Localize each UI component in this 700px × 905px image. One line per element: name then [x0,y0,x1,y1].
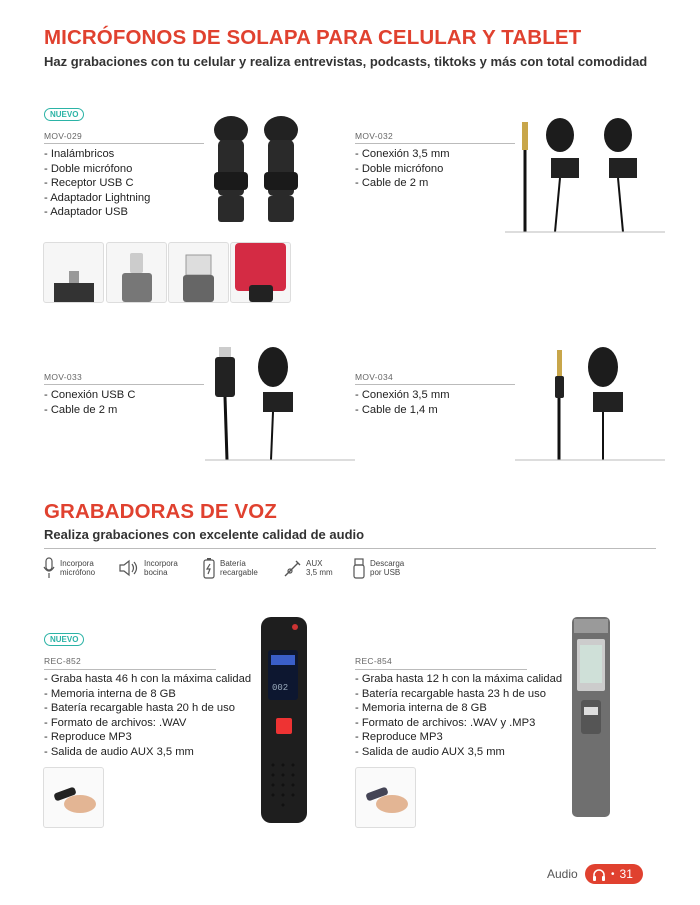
product-code: MOV-034 [355,372,394,382]
usb-c-lavalier-microphone-image [205,342,355,462]
feature-item: - Batería recargable hasta 23 h de uso [355,687,546,700]
usb-c-receiver-thumbnail [43,242,104,303]
feature-list [355,147,450,191]
section-title-microphones: MICRÓFONOS DE SOLAPA PARA CELULAR Y TABLET [44,26,582,49]
product-code: REC-852 [44,656,82,666]
aux-cable-icon [282,557,302,579]
product-code: REC-854 [355,656,393,666]
divider [44,143,204,144]
feature-item: - Adaptador USB [44,206,128,218]
section-subtitle-voice-recorders: Realiza grabaciones con excelente calidad de audio [44,527,365,542]
hand-holding-recorder-thumbnail [355,767,416,828]
feature-item: - Conexión 3,5 mm [355,389,450,401]
feature-item: - Batería recargable hasta 20 h de uso [44,702,235,714]
product-code: MOV-029 [44,131,83,141]
feature-item: - Cable de 1,4 m [355,403,438,416]
wireless-microphones-image [205,110,315,235]
feature-icon-aux: AUX 3,5 mm [282,557,333,579]
feature-item: - Memoria interna de 8 GB [44,687,176,700]
hand-holding-recorder-thumbnail [43,767,104,828]
section-subtitle-microphones: Haz grabaciones con tu celular y realiza entrevistas, podcasts, tiktoks y más con total comodidad [44,54,648,69]
new-badge: NUEVO [44,108,84,121]
rec-854-recorder-image [570,615,612,820]
feature-item: - Doble micrófono [355,162,444,175]
feature-item: - Graba hasta 12 h con la máxima calidad [355,673,563,685]
feature-icon-usb: Descarga por USB [352,557,404,579]
feature-item: - Salida de audio AUX 3,5 mm [355,745,505,758]
feature-item: - Conexión 3,5 mm [355,148,450,160]
feature-item: - Conexión USB C [44,389,136,401]
divider [44,548,656,549]
divider [355,384,515,385]
feature-list [44,388,135,417]
svg-text:002: 002 [272,683,289,693]
feature-item: - Reproduce MP3 [355,731,443,743]
divider [355,143,515,144]
feature-item: - Cable de 2 m [44,403,118,416]
speaker-icon [118,557,140,579]
page-number: 31 [619,867,633,881]
section-title-voice-recorders: GRABADORAS DE VOZ [44,500,277,523]
feature-item: - Memoria interna de 8 GB [355,702,487,714]
feature-list [44,672,251,759]
feature-icon-battery: Batería recargable [202,557,258,579]
battery-icon [202,557,216,579]
receiver-on-phone-thumbnail [230,242,291,303]
feature-item: - Cable de 2 m [355,177,429,189]
usb-icon [352,557,366,579]
product-code: MOV-033 [44,372,83,382]
feature-item: - Adaptador Lightning [44,191,151,204]
divider [355,669,527,670]
feature-list [44,147,150,220]
lightning-adapter-thumbnail [106,242,167,303]
feature-item: - Formato de archivos: .WAV y .MP3 [355,716,536,729]
microphone-icon [42,557,56,579]
divider [44,669,216,670]
product-code: MOV-032 [355,131,394,141]
feature-icon-microphone: Incorpora micrófono [42,557,95,579]
3.5mm-lavalier-microphone-image [515,342,665,462]
rec-852-recorder-image [258,615,310,825]
divider [44,384,204,385]
feature-list [355,672,562,759]
dual-lavalier-microphone-image [505,110,665,235]
usb-adapter-thumbnail [168,242,229,303]
new-badge: NUEVO [44,633,84,646]
feature-icon-speaker: Incorpora bocina [118,557,178,579]
feature-item: - Graba hasta 46 h con la máxima calidad [44,673,252,685]
feature-item: - Inalámbricos [44,148,115,160]
feature-item: - Receptor USB C [44,177,134,189]
feature-item: - Reproduce MP3 [44,731,132,743]
feature-item: - Doble micrófono [44,162,133,175]
feature-item: - Salida de audio AUX 3,5 mm [44,745,194,758]
page-number-badge: • 31 [585,864,643,884]
feature-list [355,388,450,417]
footer-section-label: Audio [547,867,578,881]
feature-item: - Formato de archivos: .WAV [44,716,187,729]
headphones-icon [592,868,606,881]
